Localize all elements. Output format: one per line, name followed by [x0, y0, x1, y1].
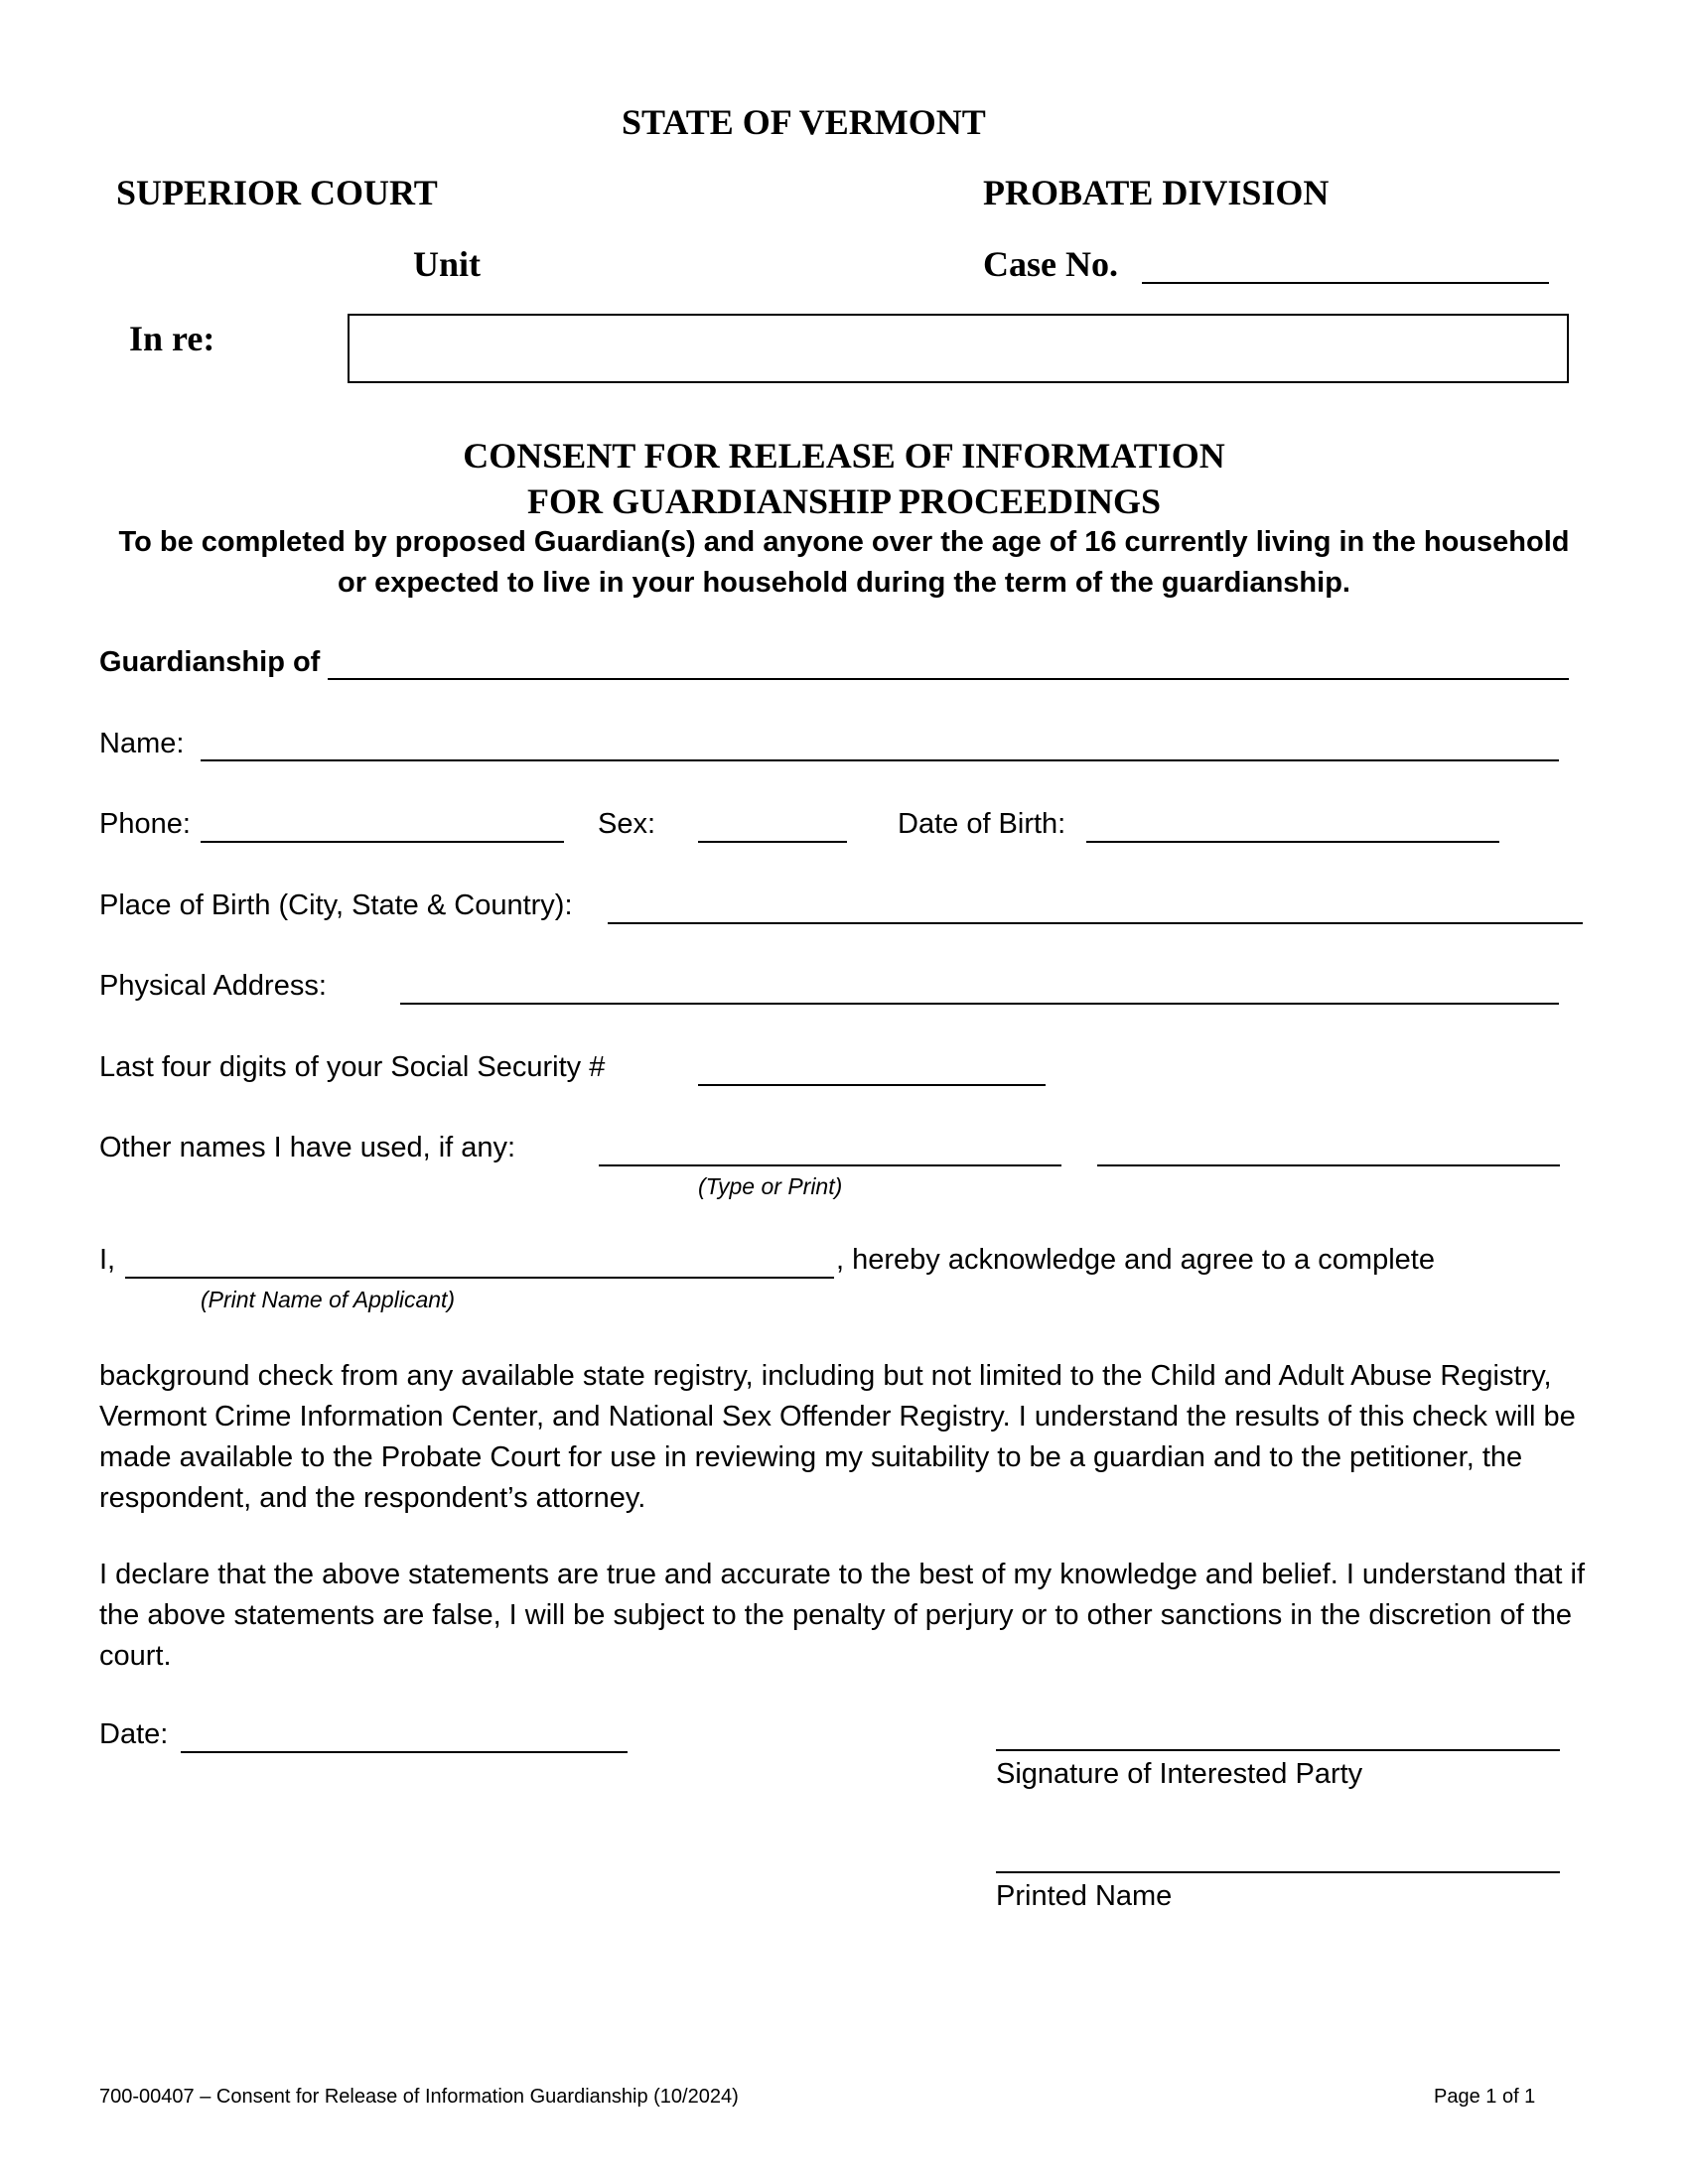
unit-label: Unit	[413, 244, 482, 284]
other-names-label: Other names I have used, if any:	[99, 1132, 516, 1163]
background-check-paragraph: background check from any available state registry, including but not limited to the Child and Adult Abuse Registry, Vermont Crime Information Center, and National Sex Offender Registry. I understand the results of this check will be made available to the Probate Court for use in reviewing my suitability to be a guardian and to the petitioner, the respondent, and the respondent’s attorney.	[99, 1360, 1576, 1514]
state-heading: STATE OF VERMONT	[622, 102, 986, 142]
applicant-name-field[interactable]	[125, 1243, 834, 1279]
ack-suffix: , hereby acknowledge and agree to a complete	[836, 1244, 1435, 1276]
printed-name-field[interactable]	[996, 1838, 1560, 1873]
case-no-label: Case No.	[983, 244, 1118, 284]
page-number-footer: Page 1 of 1	[1434, 2086, 1536, 2108]
guardianship-of-label: Guardianship of	[99, 646, 321, 678]
court-heading: SUPERIOR COURT	[116, 173, 438, 212]
form-title-line2: FOR GUARDIANSHIP PROCEEDINGS	[526, 481, 1162, 521]
ack-prefix: I,	[99, 1244, 116, 1276]
date-label: Date:	[99, 1718, 169, 1750]
form-id-footer: 700-00407 – Consent for Release of Information Guardianship (10/2024)	[99, 2086, 739, 2108]
ssn-last4-label: Last four digits of your Social Security #	[99, 1051, 606, 1083]
printed-name-label: Printed Name	[996, 1880, 1173, 1912]
physical-address-field[interactable]	[400, 969, 1559, 1005]
type-or-print-caption: (Type or Print)	[698, 1173, 843, 1199]
declaration-paragraph: I declare that the above statements are true and accurate to the best of my knowledge and belief. I understand that if the above statements are false, I will be subject to the penalty of perjury or to other sanctions in the discretion of the court.	[99, 1559, 1586, 1672]
dob-field[interactable]	[1086, 807, 1499, 843]
other-name-field-2[interactable]	[1097, 1131, 1560, 1166]
division-heading: PROBATE DIVISION	[983, 173, 1330, 212]
date-field[interactable]	[181, 1717, 628, 1753]
physical-address-label: Physical Address:	[99, 970, 327, 1002]
place-of-birth-label: Place of Birth (City, State & Country):	[99, 889, 573, 921]
guardianship-of-field[interactable]	[328, 644, 1569, 680]
sex-label: Sex:	[598, 808, 656, 840]
instructions-line1: To be completed by proposed Guardian(s) and anyone over the age of 16 currently living in the household	[118, 526, 1570, 558]
dob-label: Date of Birth:	[898, 808, 1066, 840]
name-field[interactable]	[201, 726, 1559, 761]
name-label: Name:	[99, 728, 185, 759]
ssn-last4-field[interactable]	[698, 1050, 1046, 1086]
in-re-label: In re:	[129, 319, 215, 358]
signature-field[interactable]	[996, 1715, 1560, 1751]
instructions-line2: or expected to live in your household during the term of the guardianship.	[338, 567, 1350, 599]
print-name-caption: (Print Name of Applicant)	[201, 1287, 456, 1312]
place-of-birth-field[interactable]	[608, 888, 1583, 924]
case-no-field[interactable]	[1142, 248, 1549, 284]
signature-label: Signature of Interested Party	[996, 1758, 1363, 1790]
form-title-line1: CONSENT FOR RELEASE OF INFORMATION	[463, 436, 1225, 476]
phone-field[interactable]	[201, 807, 564, 843]
in-re-field[interactable]	[348, 314, 1569, 383]
sex-field[interactable]	[698, 807, 847, 843]
phone-label: Phone:	[99, 808, 191, 840]
other-name-field-1[interactable]	[599, 1131, 1061, 1166]
